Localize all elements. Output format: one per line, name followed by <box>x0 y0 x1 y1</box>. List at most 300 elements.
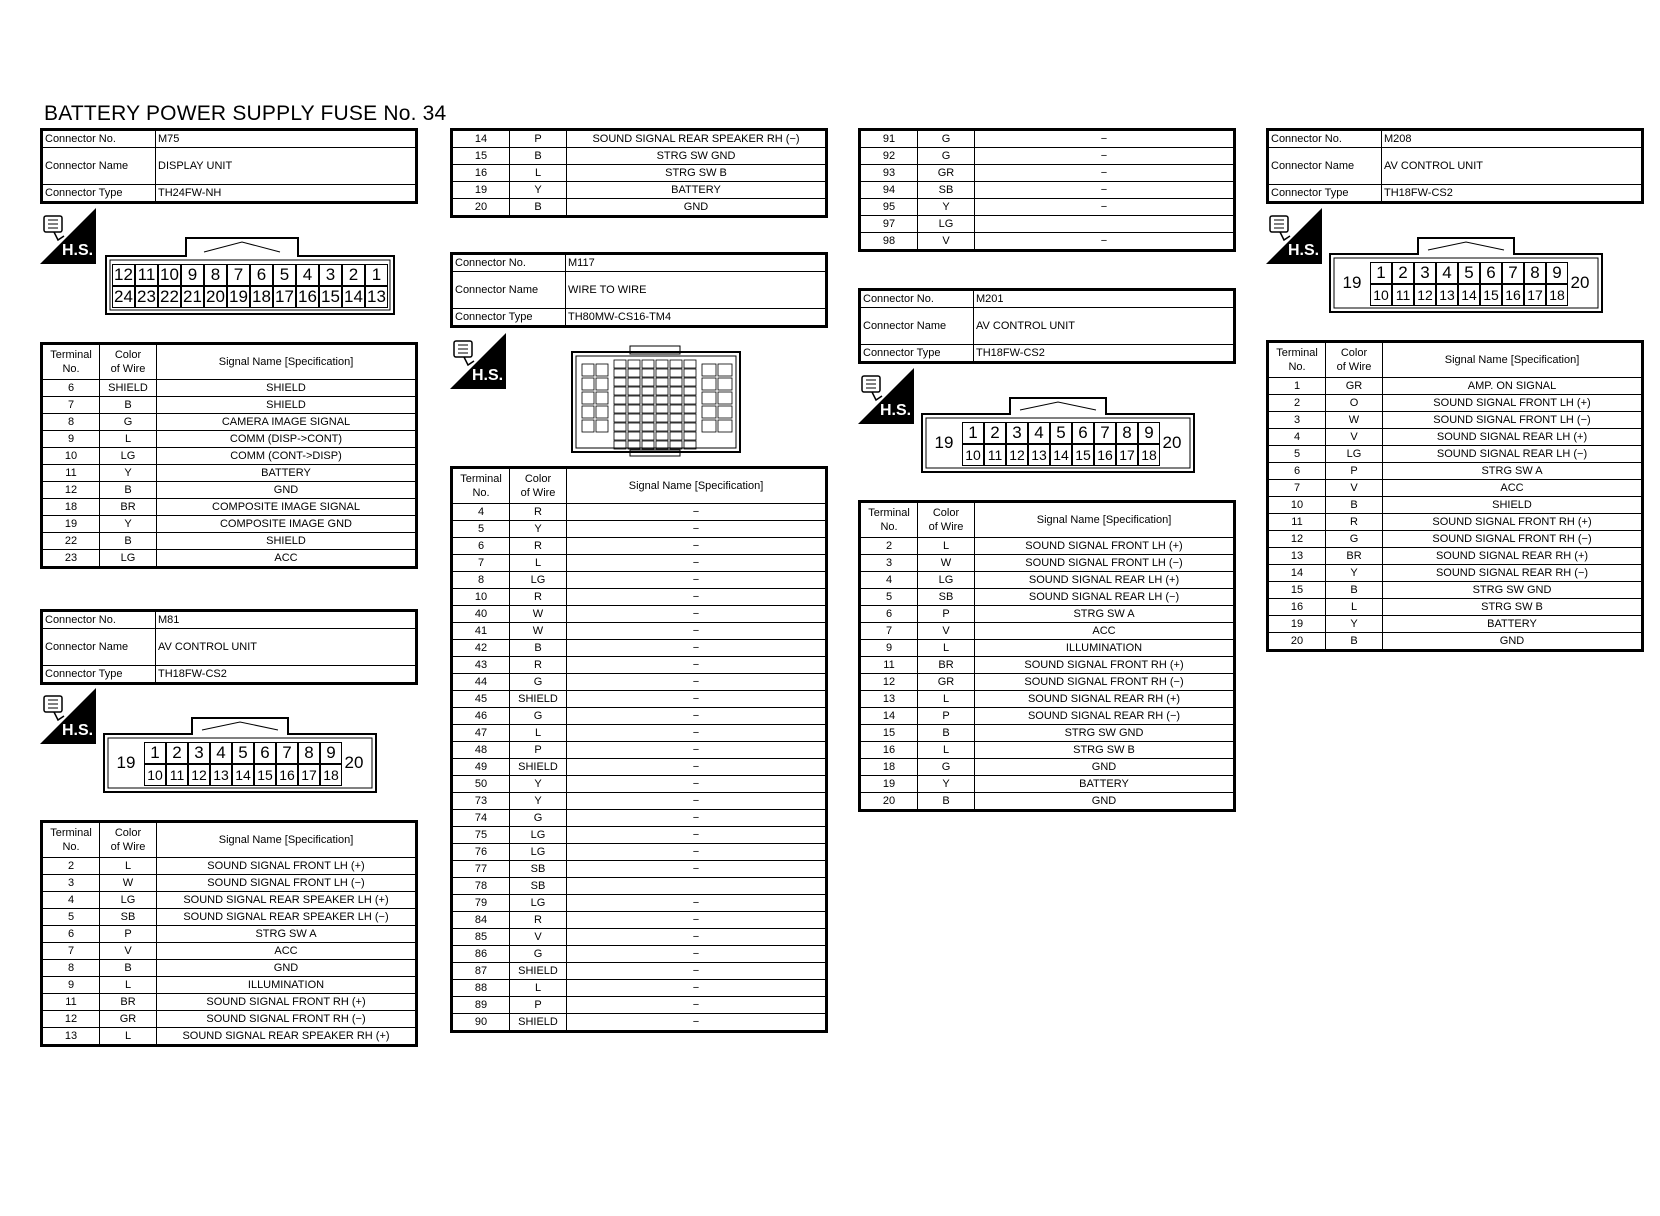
table-row <box>42 926 417 943</box>
hs-icon <box>858 368 914 429</box>
terminal-no: 48 <box>452 742 510 759</box>
signal-name: − <box>567 623 827 640</box>
terminal-no: 88 <box>452 980 510 997</box>
connector-name-label: Connector Name <box>452 272 566 309</box>
wire-color: Y <box>510 776 567 793</box>
terminal-no: 18 <box>860 759 918 776</box>
wire-color: Y <box>100 516 157 533</box>
terminal-no: 10 <box>452 589 510 606</box>
connector-name-value: DISPLAY UNIT <box>156 148 417 185</box>
signal-name-header: Signal Name [Specification] <box>1383 342 1643 378</box>
color-header-line1: Color <box>932 507 960 519</box>
wire-color: LG <box>918 216 975 233</box>
pin-3: 3 <box>188 742 210 764</box>
terminal-no: 74 <box>452 810 510 827</box>
signal-name: SOUND SIGNAL REAR SPEAKER LH (+) <box>157 892 417 909</box>
pin-19: 19 <box>227 286 250 308</box>
m81-signal-table-continued <box>450 128 828 218</box>
terminal-no: 3 <box>860 555 918 572</box>
color-of-wire-header <box>100 344 157 380</box>
pin-13: 13 <box>365 286 388 308</box>
pin-17: 17 <box>1116 444 1138 466</box>
connector-name-value: AV CONTROL UNIT <box>974 308 1235 345</box>
wire-color: L <box>100 858 157 875</box>
m75-signal-table <box>40 342 418 569</box>
terminal-no: 9 <box>42 977 100 994</box>
wire-color: LG <box>100 448 157 465</box>
wire-color: Y <box>918 776 975 793</box>
signal-name: GND <box>567 199 827 217</box>
wire-color: SB <box>510 878 567 895</box>
terminal-no: 84 <box>452 912 510 929</box>
wire-color: L <box>510 165 567 182</box>
signal-name: SOUND SIGNAL REAR SPEAKER RH (−) <box>567 130 827 148</box>
table-row <box>452 130 827 148</box>
connector-type-label: Connector Type <box>1268 185 1382 203</box>
m75-signal-block <box>40 342 418 569</box>
table-row <box>860 657 1235 674</box>
wire-color: SB <box>100 909 157 926</box>
table-row <box>42 465 417 482</box>
wire-color: L <box>918 640 975 657</box>
terminal-no: 7 <box>42 943 100 960</box>
wire-color: P <box>100 926 157 943</box>
page-title: BATTERY POWER SUPPLY FUSE No. 34 <box>44 102 447 125</box>
terminal-no: 78 <box>452 878 510 895</box>
wire-color: BR <box>918 657 975 674</box>
wire-color: G <box>510 708 567 725</box>
terminal-no: 9 <box>860 640 918 657</box>
signal-name: SOUND SIGNAL FRONT RH (−) <box>157 1011 417 1028</box>
terminal-no: 19 <box>452 182 510 199</box>
signal-name-header: Signal Name [Specification] <box>567 468 827 504</box>
pin-10: 10 <box>1370 284 1392 306</box>
table-row <box>860 759 1235 776</box>
wire-color: L <box>510 980 567 997</box>
m208-connector-face <box>1328 236 1604 319</box>
signal-name: BATTERY <box>1383 616 1643 633</box>
table-row <box>860 725 1235 742</box>
terminal-no-header <box>42 344 100 380</box>
signal-name: − <box>567 895 827 912</box>
wire-color: BR <box>100 994 157 1011</box>
pin-20: 20 <box>1570 273 1590 292</box>
signal-name: STRG SW GND <box>975 725 1235 742</box>
table-row <box>42 977 417 994</box>
table-row <box>452 912 827 929</box>
connector-no-label: Connector No. <box>42 130 156 148</box>
table-row <box>860 538 1235 555</box>
pin-6: 6 <box>1480 262 1502 284</box>
wire-color: G <box>510 674 567 691</box>
pin-15: 15 <box>1072 444 1094 466</box>
wire-color: B <box>100 397 157 414</box>
signal-name: − <box>567 980 827 997</box>
terminal-no: 91 <box>860 130 918 148</box>
hs-label: H.S. <box>62 242 94 259</box>
pin-17: 17 <box>1524 284 1546 306</box>
wire-color: SHIELD <box>510 759 567 776</box>
pin-20: 20 <box>344 753 364 772</box>
wire-color: LG <box>510 827 567 844</box>
pin-11: 11 <box>984 444 1006 466</box>
terminal-no: 5 <box>452 521 510 538</box>
signal-name: SHIELD <box>157 380 417 397</box>
terminal-no: 18 <box>42 499 100 516</box>
table-row <box>452 674 827 691</box>
table-row <box>42 994 417 1011</box>
table-row <box>452 572 827 589</box>
signal-name: − <box>567 810 827 827</box>
pin-9: 9 <box>1138 422 1160 444</box>
wire-color: G <box>100 414 157 431</box>
terminal-no: 50 <box>452 776 510 793</box>
wire-color: Y <box>1326 616 1383 633</box>
table-row <box>860 606 1235 623</box>
connector-no-label: Connector No. <box>452 254 566 272</box>
terminal-no: 14 <box>452 130 510 148</box>
terminal-no: 3 <box>1268 412 1326 429</box>
table-row <box>42 943 417 960</box>
terminal-no: 7 <box>42 397 100 414</box>
m75-pins-top <box>112 264 388 286</box>
signal-name: − <box>567 759 827 776</box>
m208-signal-table <box>1266 340 1644 652</box>
wire-color: L <box>510 725 567 742</box>
terminal-no-header-line2: No. <box>472 487 490 499</box>
pin-20: 20 <box>1162 433 1182 452</box>
pins-bottom <box>144 764 342 786</box>
table-row <box>452 793 827 810</box>
signal-name: − <box>567 538 827 555</box>
table-row <box>42 909 417 926</box>
hs-icon <box>1266 208 1322 269</box>
signal-name: CAMERA IMAGE SIGNAL <box>157 414 417 431</box>
wire-color: GR <box>918 165 975 182</box>
terminal-no: 79 <box>452 895 510 912</box>
connector-type-value: TH18FW-CS2 <box>974 345 1235 363</box>
wire-color: BR <box>100 499 157 516</box>
signal-name: BATTERY <box>975 776 1235 793</box>
m81-connector-face <box>102 716 378 799</box>
terminal-no: 87 <box>452 963 510 980</box>
terminal-no: 7 <box>1268 480 1326 497</box>
m208-signal-block <box>1266 340 1644 652</box>
pin-5: 5 <box>273 264 296 286</box>
wire-color: Y <box>510 521 567 538</box>
signal-name: − <box>567 861 827 878</box>
table-row <box>1268 633 1643 651</box>
wire-color: P <box>510 997 567 1014</box>
m117-connector-info <box>450 252 828 328</box>
pin-8: 8 <box>1524 262 1546 284</box>
wire-color: GR <box>1326 378 1383 395</box>
signal-name: GND <box>975 793 1235 811</box>
terminal-no: 5 <box>42 909 100 926</box>
hs-label: H.S. <box>880 402 912 419</box>
terminal-no: 42 <box>452 640 510 657</box>
pin-16: 16 <box>296 286 319 308</box>
wire-color: L <box>918 742 975 759</box>
pin-9: 9 <box>1546 262 1568 284</box>
pin-2: 2 <box>166 742 188 764</box>
table-row <box>452 623 827 640</box>
table-row <box>452 980 827 997</box>
table-row <box>42 858 417 875</box>
pins-bottom <box>1370 284 1568 306</box>
pin-4: 4 <box>1028 422 1050 444</box>
pin-15: 15 <box>319 286 342 308</box>
table-row <box>1268 548 1643 565</box>
terminal-no: 13 <box>1268 548 1326 565</box>
table-row <box>1268 514 1643 531</box>
terminal-no: 46 <box>452 708 510 725</box>
m117-signal-block <box>450 466 828 1033</box>
signal-name: STRG SW B <box>975 742 1235 759</box>
pin-11: 11 <box>135 264 158 286</box>
terminal-no-header <box>42 822 100 858</box>
signal-name: ACC <box>1383 480 1643 497</box>
signal-name: − <box>567 963 827 980</box>
signal-name <box>975 216 1235 233</box>
m81-signal-table <box>40 820 418 1047</box>
pin-19: 19 <box>1342 273 1362 292</box>
terminal-no: 10 <box>1268 497 1326 514</box>
terminal-no: 2 <box>860 538 918 555</box>
m201-connector-face <box>920 396 1196 479</box>
terminal-no: 15 <box>452 148 510 165</box>
wire-color: L <box>100 977 157 994</box>
m201-connector-info <box>858 288 1236 364</box>
terminal-no: 4 <box>42 892 100 909</box>
pin-2: 2 <box>1392 262 1414 284</box>
table-row <box>1268 531 1643 548</box>
signal-name: SOUND SIGNAL REAR RH (−) <box>975 708 1235 725</box>
pin-18: 18 <box>1138 444 1160 466</box>
wire-color: SHIELD <box>100 380 157 397</box>
table-row <box>1268 565 1643 582</box>
table-row <box>452 640 827 657</box>
pin-19: 19 <box>116 753 136 772</box>
wire-color: B <box>510 640 567 657</box>
signal-name: − <box>567 929 827 946</box>
pin-4: 4 <box>296 264 319 286</box>
wire-color: B <box>100 960 157 977</box>
table-row <box>860 623 1235 640</box>
table-row <box>1268 412 1643 429</box>
table-row <box>452 929 827 946</box>
connector-type-value: TH18FW-CS2 <box>156 666 417 684</box>
signal-name: SOUND SIGNAL REAR LH (+) <box>975 572 1235 589</box>
terminal-no: 73 <box>452 793 510 810</box>
terminal-no: 16 <box>452 165 510 182</box>
table-row <box>452 199 827 217</box>
pin-3: 3 <box>319 264 342 286</box>
terminal-no-header-line1: Terminal <box>50 827 92 839</box>
wire-color: Y <box>1326 565 1383 582</box>
wire-color: B <box>1326 582 1383 599</box>
m75-connector-face <box>104 234 396 321</box>
signal-name: − <box>975 233 1235 251</box>
pin-20: 20 <box>204 286 227 308</box>
terminal-no-header-line2: No. <box>1288 361 1306 373</box>
signal-name: − <box>975 165 1235 182</box>
table-row <box>42 1028 417 1046</box>
terminal-no-header <box>452 468 510 504</box>
terminal-no: 16 <box>860 742 918 759</box>
wire-color: L <box>918 691 975 708</box>
signal-name: − <box>567 912 827 929</box>
terminal-no: 12 <box>42 482 100 499</box>
pin-10: 10 <box>144 764 166 786</box>
m81-continued-block <box>450 128 828 218</box>
terminal-no: 85 <box>452 929 510 946</box>
terminal-no-header <box>1268 342 1326 378</box>
wire-color: LG <box>918 572 975 589</box>
table-row <box>452 946 827 963</box>
table-row <box>452 997 827 1014</box>
wire-color: L <box>1326 599 1383 616</box>
pin-17: 17 <box>298 764 320 786</box>
wire-color: B <box>100 482 157 499</box>
table-row <box>452 165 827 182</box>
pin-11: 11 <box>1392 284 1414 306</box>
pins-bottom <box>962 444 1160 466</box>
m81-signal-block <box>40 820 418 1047</box>
table-row <box>42 533 417 550</box>
connector-no-value: M117 <box>566 254 827 272</box>
signal-name: − <box>567 572 827 589</box>
table-row <box>452 708 827 725</box>
terminal-no: 40 <box>452 606 510 623</box>
terminal-no: 98 <box>860 233 918 251</box>
wire-color: L <box>100 431 157 448</box>
signal-name: BATTERY <box>567 182 827 199</box>
signal-name: − <box>567 606 827 623</box>
m201-signal-table <box>858 500 1236 812</box>
table-row <box>860 674 1235 691</box>
table-row <box>1268 497 1643 514</box>
terminal-no: 89 <box>452 997 510 1014</box>
terminal-no: 7 <box>860 623 918 640</box>
table-row <box>452 827 827 844</box>
pin-6: 6 <box>250 264 273 286</box>
wire-color: W <box>510 606 567 623</box>
signal-name: GND <box>157 482 417 499</box>
signal-name: SOUND SIGNAL REAR RH (−) <box>1383 565 1643 582</box>
wire-color: W <box>510 623 567 640</box>
table-row <box>42 1011 417 1028</box>
wire-color: V <box>510 929 567 946</box>
terminal-no: 22 <box>42 533 100 550</box>
terminal-no: 11 <box>42 465 100 482</box>
wire-color: G <box>918 130 975 148</box>
signal-name: SOUND SIGNAL REAR LH (−) <box>1383 446 1643 463</box>
pin-8: 8 <box>204 264 227 286</box>
table-row <box>1268 480 1643 497</box>
terminal-no: 5 <box>1268 446 1326 463</box>
terminal-no: 13 <box>42 1028 100 1046</box>
signal-name: − <box>567 521 827 538</box>
color-header-line2: of Wire <box>110 363 146 375</box>
pin-9: 9 <box>320 742 342 764</box>
terminal-no: 19 <box>42 516 100 533</box>
m117-signal-table-continued <box>858 128 1236 252</box>
pin-2: 2 <box>342 264 365 286</box>
pin-7: 7 <box>1094 422 1116 444</box>
signal-name: GND <box>1383 633 1643 651</box>
terminal-no-header-line1: Terminal <box>460 473 502 485</box>
signal-name-header: Signal Name [Specification] <box>157 344 417 380</box>
terminal-no-header-line2: No. <box>880 521 898 533</box>
table-row <box>452 895 827 912</box>
table-row <box>452 759 827 776</box>
terminal-no: 8 <box>42 414 100 431</box>
table-row <box>42 482 417 499</box>
terminal-no: 5 <box>860 589 918 606</box>
terminal-no: 47 <box>452 725 510 742</box>
signal-name: − <box>975 148 1235 165</box>
color-of-wire-header <box>510 468 567 504</box>
wire-color: LG <box>100 550 157 568</box>
wire-color: P <box>1326 463 1383 480</box>
terminal-no: 15 <box>1268 582 1326 599</box>
terminal-no-header-line1: Terminal <box>50 349 92 361</box>
wire-color: LG <box>510 895 567 912</box>
wire-color: P <box>918 708 975 725</box>
terminal-no: 6 <box>42 380 100 397</box>
terminal-no: 6 <box>452 538 510 555</box>
wire-color: B <box>918 725 975 742</box>
signal-name-header: Signal Name [Specification] <box>975 502 1235 538</box>
color-header-line1: Color <box>1340 347 1368 359</box>
table-row <box>860 555 1235 572</box>
signal-name: − <box>567 504 827 521</box>
terminal-no: 12 <box>42 1011 100 1028</box>
signal-name: SOUND SIGNAL FRONT RH (−) <box>975 674 1235 691</box>
connector-type-label: Connector Type <box>42 666 156 684</box>
signal-name: SOUND SIGNAL REAR RH (+) <box>975 691 1235 708</box>
table-row <box>1268 463 1643 480</box>
pin-1: 1 <box>365 264 388 286</box>
color-header-line2: of Wire <box>1336 361 1372 373</box>
pin-15: 15 <box>254 764 276 786</box>
table-row <box>42 397 417 414</box>
table-row <box>452 182 827 199</box>
table-row <box>452 657 827 674</box>
signal-name: COMM (CONT->DISP) <box>157 448 417 465</box>
pin-5: 5 <box>232 742 254 764</box>
pin-14: 14 <box>1050 444 1072 466</box>
m81-info-block <box>40 609 418 685</box>
table-row <box>42 960 417 977</box>
wire-color: GR <box>100 1011 157 1028</box>
wire-color: P <box>918 606 975 623</box>
wire-color: B <box>510 199 567 217</box>
connector-type-value: TH18FW-CS2 <box>1382 185 1643 203</box>
table-row <box>42 875 417 892</box>
pin-14: 14 <box>342 286 365 308</box>
wire-color: LG <box>510 844 567 861</box>
wire-color: R <box>510 504 567 521</box>
signal-name: STRG SW B <box>567 165 827 182</box>
wire-color: W <box>100 875 157 892</box>
signal-name: SOUND SIGNAL REAR LH (+) <box>1383 429 1643 446</box>
pin-12: 12 <box>1006 444 1028 466</box>
table-row <box>452 606 827 623</box>
terminal-no: 4 <box>1268 429 1326 446</box>
wire-color: R <box>510 912 567 929</box>
